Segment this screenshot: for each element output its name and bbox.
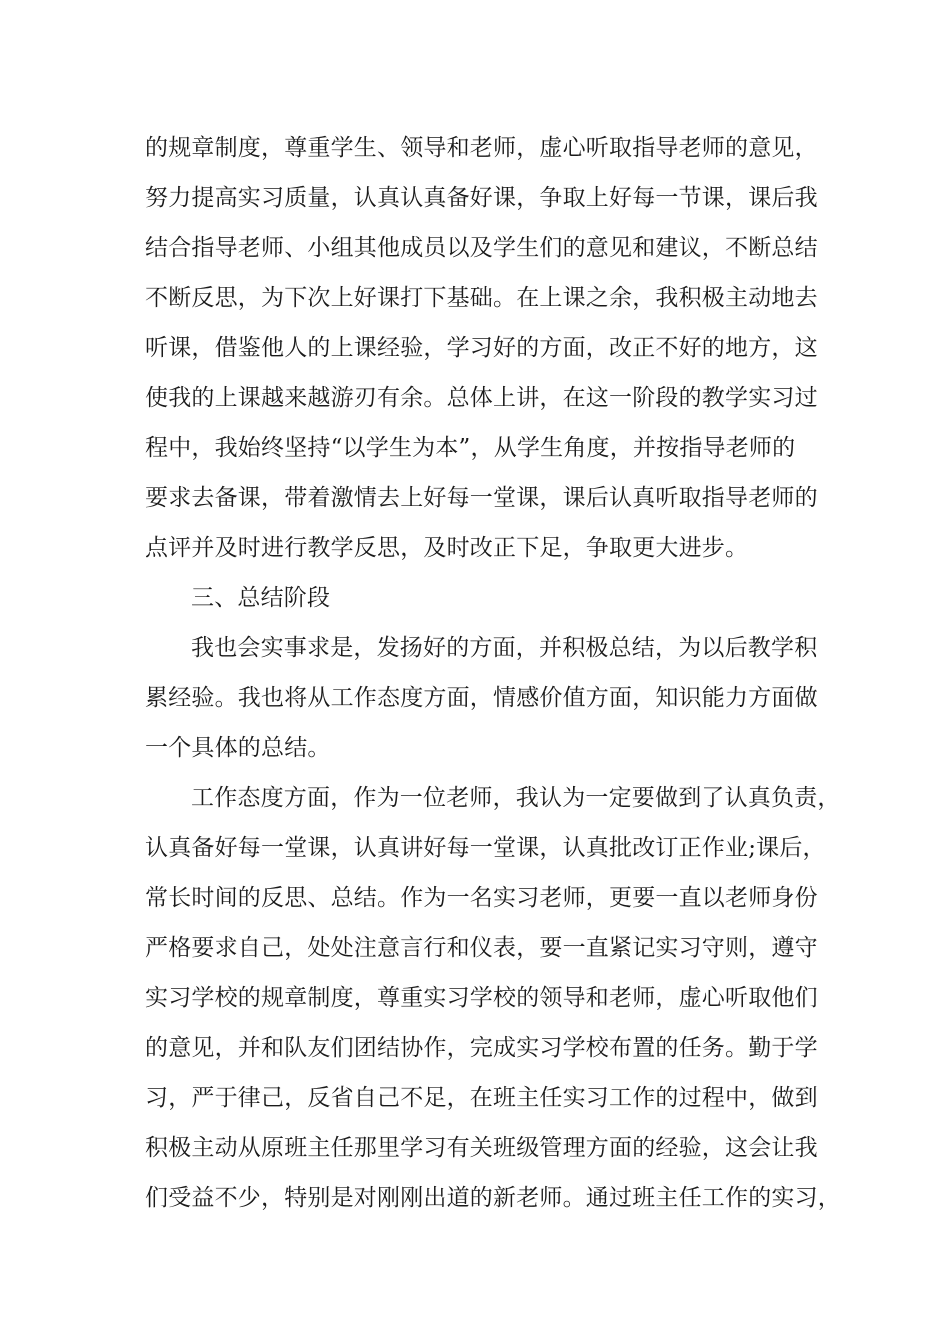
text-line: 一个具体的总结。 [145, 735, 331, 761]
text-line: 的意见，并和队友们团结协作，完成实习学校布置的任务。勤于学 [145, 1035, 818, 1061]
text-line: 积极主动从原班主任那里学习有关班级管理方面的经验，这会让我 [145, 1135, 818, 1161]
text-line: 工作态度方面，作为一位老师，我认为一定要做到了认真负责， [191, 785, 841, 811]
text-line: 努力提高实习质量，认真认真备好课，争取上好每一节课，课后我 [145, 185, 818, 211]
text-line: 要求去备课，带着激情去上好每一堂课，课后认真听取指导老师的 [145, 485, 818, 511]
text-line: 结合指导老师、小组其他成员以及学生们的意见和建议，不断总结 [145, 235, 818, 261]
text-line: 程中，我始终坚持“以学生为本”，从学生角度，并按指导老师的 [145, 435, 796, 461]
text-line: 不断反思，为下次上好课打下基础。在上课之余，我积极主动地去 [145, 285, 818, 311]
text-line: 严格要求自己，处处注意言行和仪表，要一直紧记实习守则，遵守 [145, 935, 818, 961]
text-line: 累经验。我也将从工作态度方面，情感价值方面，知识能力方面做 [145, 685, 818, 711]
text-line: 们受益不少，特别是对刚刚出道的新老师。通过班主任工作的实习， [145, 1185, 841, 1211]
text-line: 听课，借鉴他人的上课经验，学习好的方面，改正不好的地方，这 [145, 335, 818, 361]
text-line: 使我的上课越来越游刃有余。总体上讲，在这一阶段的教学实习过 [145, 385, 818, 411]
text-line: 我也会实事求是，发扬好的方面，并积极总结，为以后教学积 [191, 635, 818, 661]
text-line: 实习学校的规章制度，尊重实习学校的领导和老师，虚心听取他们 [145, 985, 818, 1011]
text-line: 的规章制度，尊重学生、领导和老师，虚心听取指导老师的意见， [145, 135, 818, 161]
text-line: 点评并及时进行教学反思，及时改正下足，争取更大进步。 [145, 535, 749, 561]
section-heading: 三、总结阶段 [191, 585, 331, 611]
text-line: 认真备好每一堂课，认真讲好每一堂课，认真批改订正作业;课后， [145, 835, 826, 861]
document-body [145, 128, 841, 1228]
text-line: 常长时间的反思、总结。作为一名实习老师，更要一直以老师身份 [145, 885, 818, 911]
text-line: 习，严于律己，反省自己不足，在班主任实习工作的过程中，做到 [145, 1085, 818, 1111]
